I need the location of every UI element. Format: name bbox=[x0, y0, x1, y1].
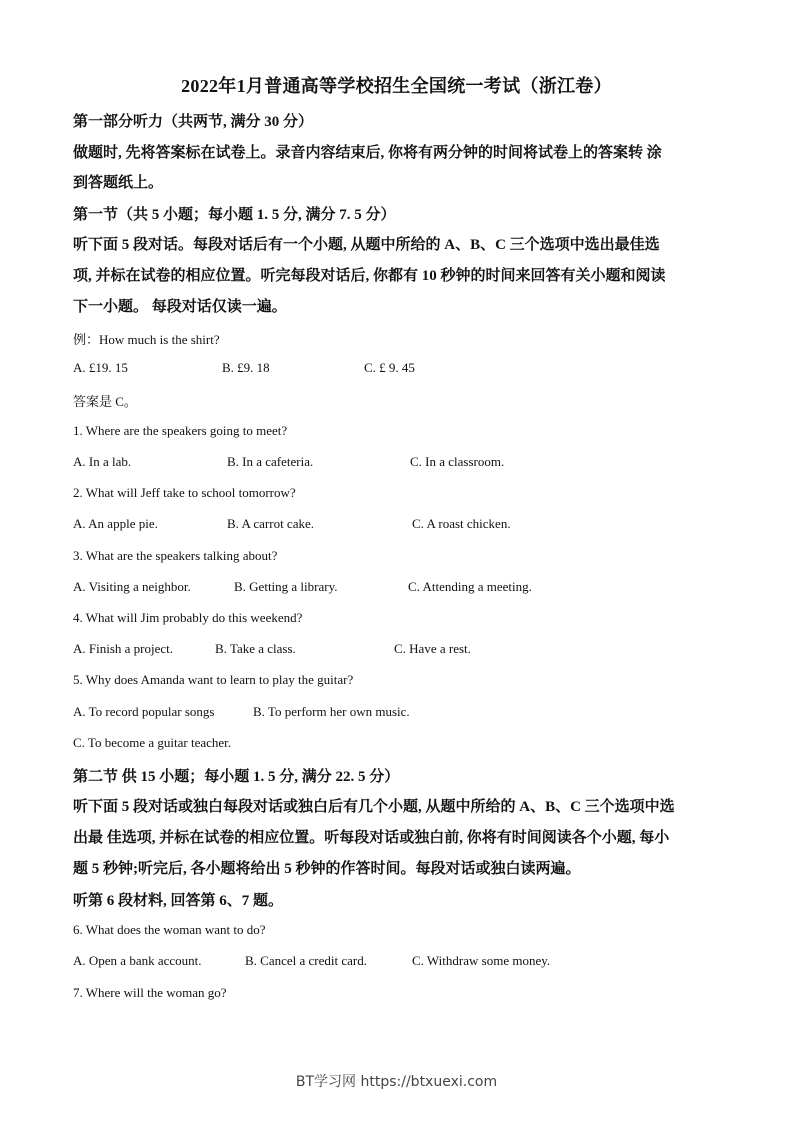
q3-option-b: B. Getting a library. bbox=[234, 579, 338, 594]
question-3: 3. What are the speakers talking about? bbox=[73, 548, 278, 563]
q6-option-b: B. Cancel a credit card. bbox=[245, 953, 367, 968]
section2-instruction-line-2: 出最 佳选项, 并标在试卷的相应位置。听每段对话或独白前, 你将有时间阅读各个小题, 每小 bbox=[73, 830, 670, 846]
q6-option-c: C. Withdraw some money. bbox=[412, 953, 551, 968]
q2-option-b: B. A carrot cake. bbox=[227, 516, 314, 531]
q5-option-a: A. To record popular songs bbox=[73, 704, 215, 719]
question-5: 5. Why does Amanda want to learn to play the guitar? bbox=[73, 672, 354, 687]
passage-6-instruction: 听第 6 段材料, 回答第 6、7 题。 bbox=[73, 893, 284, 909]
question-7: 7. Where will the woman go? bbox=[73, 985, 227, 1000]
question-2: 2. What will Jeff take to school tomorrow? bbox=[73, 485, 296, 500]
q6-option-a: A. Open a bank account. bbox=[73, 953, 202, 968]
part1-instruction-line-2: 到答题纸上。 bbox=[73, 175, 164, 191]
q3-option-a: A. Visiting a neighbor. bbox=[73, 579, 191, 594]
section1-instruction-line-1: 听下面 5 段对话。每段对话后有一个小题, 从题中所给的 A、B、C 三个选项中选出最佳选 bbox=[73, 237, 660, 253]
exam-title: 2022年1月普通高等学校招生全国统一考试（浙江卷） bbox=[181, 76, 612, 96]
footer-watermark: BT学习网 https://btxuexi.com bbox=[295, 1074, 498, 1090]
q1-option-a: A. In a lab. bbox=[73, 454, 132, 469]
section2-instruction-line-3: 题 5 秒钟;听完后, 各小题将给出 5 秒钟的作答时间。每段对话或独白读两遍。 bbox=[73, 861, 581, 877]
section1-heading: 第一节（共 5 小题；每小题 1. 5 分, 满分 7. 5 分） bbox=[73, 207, 396, 223]
section1-instruction-line-2: 项, 并标在试卷的相应位置。听完每段对话后, 你都有 10 秒钟的时间来回答有关小题和阅读 bbox=[73, 268, 666, 284]
example-question: 例：How much is the shirt? bbox=[73, 332, 220, 347]
q5-option-c: C. To become a guitar teacher. bbox=[73, 735, 232, 750]
q1-option-b: B. In a cafeteria. bbox=[227, 454, 314, 469]
q4-option-b: B. Take a class. bbox=[215, 641, 296, 656]
q2-option-c: C. A roast chicken. bbox=[412, 516, 511, 531]
question-6: 6. What does the woman want to do? bbox=[73, 922, 266, 937]
example-answer: 答案是 C。 bbox=[73, 394, 137, 409]
example-option-a: A. £19. 15 bbox=[73, 360, 128, 375]
q2-option-a: A. An apple pie. bbox=[73, 516, 158, 531]
question-4: 4. What will Jim probably do this weekend? bbox=[73, 610, 303, 625]
q3-option-c: C. Attending a meeting. bbox=[408, 579, 532, 594]
question-1: 1. Where are the speakers going to meet? bbox=[73, 423, 288, 438]
part1-instruction-line-1: 做题时, 先将答案标在试卷上。录音内容结束后, 你将有两分钟的时间将试卷上的答案转 涂 bbox=[73, 145, 662, 161]
section2-instruction-line-1: 听下面 5 段对话或独白每段对话或独白后有几个小题, 从题中所给的 A、B、C 三个选项中选 bbox=[73, 799, 675, 815]
q4-option-a: A. Finish a project. bbox=[73, 641, 174, 656]
example-option-c: C. £ 9. 45 bbox=[364, 360, 415, 375]
section2-heading: 第二节 供 15 小题；每小题 1. 5 分, 满分 22. 5 分） bbox=[73, 769, 400, 785]
part1-heading: 第一部分听力（共两节, 满分 30 分） bbox=[73, 114, 314, 130]
q1-option-c: C. In a classroom. bbox=[410, 454, 505, 469]
section1-instruction-line-3: 下一小题。 每段对话仅读一遍。 bbox=[73, 299, 287, 315]
q4-option-c: C. Have a rest. bbox=[394, 641, 471, 656]
example-option-b: B. £9. 18 bbox=[222, 360, 270, 375]
q5-option-b: B. To perform her own music. bbox=[253, 704, 410, 719]
